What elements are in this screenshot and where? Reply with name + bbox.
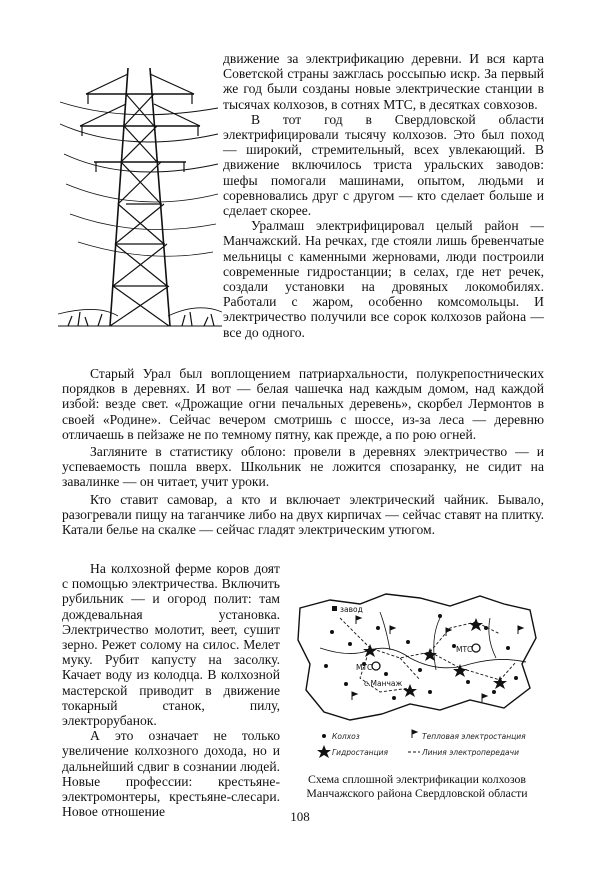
legend-line: Линия электропередачи [422, 748, 519, 757]
factory-marker [332, 606, 337, 611]
bottom-left-column [62, 561, 280, 819]
page-number: 108 [290, 809, 310, 824]
paragraph: Старый Урал был воплощением патриархальности, полукрепостнических порядков в деревнях. И вот — белая чашечка над каждым домом, над каждой избой: везде свет. «Дрожащие огни печальных деревень», скорбел Лермонтов в своей «Родине». Сейчас вечером смотришь с шоссе, из-за леса — деревню отличаешь в пейзаже не по темному пятну, как прежде, а по рою огней. [62, 366, 544, 442]
electrification-map [290, 588, 544, 766]
paragraph: На колхозной ферме коров доят с помощью электричества. Включить рубильник — и огород полит: там дождевальная установка. Электричество молотит, веет, сушит зерно. Режет солому на силос. Мелет муку. Рубит капусту на засолку. Качает воду из колодца. В колхозной мастерской приводит в движение токарный станок, пилу, электрорубанок. [62, 561, 280, 729]
paragraph: Уралмаш электрифицировал целый район — Манчажский. На речках, где стояли лишь бревенчатые мельницы с каменными жерновами, люди построили современные гидростанции; в селах, где нет речек, создали установки на дровяных локомобилях. Работали с жаром, особенно комсомольцы. И электричество получили все сорок колхозов района — все до одного. [223, 218, 544, 340]
label-village: с.Манчаж [364, 679, 403, 688]
label-factory: завод [340, 605, 363, 614]
map-legend [317, 730, 526, 758]
label-mts: МТС [456, 645, 473, 654]
power-tower-illustration [58, 64, 222, 336]
full-width-text [62, 366, 544, 537]
mts-marker [472, 644, 480, 652]
legend-thermal: Тепловая электростанция [422, 732, 526, 741]
legend-hydro: Гидростанция [332, 748, 389, 757]
legend-kolkhoz: Колхоз [332, 732, 360, 741]
paragraph: Загляните в статистику облоно: провели в деревнях электричество — и успеваемость пошла вверх. Школьник не ложится спозаранку, не сидит на завалинке — он читает, учит уроки. [62, 444, 544, 490]
paragraph: движение за электрификацию деревни. И вся карта Советской страны зажглась россыпью искр. За первый же год были созданы новые электрические станции в тысячах колхозов, в сотнях МТС, в десятках совхозов. [223, 51, 544, 112]
map-caption: Схема сплошной электрификации колхозов Манчажского района Свердловской области [306, 772, 528, 800]
paragraph: Кто ставит самовар, а кто и включает электрический чайник. Бывало, разогревали пищу на таганчике либо на двух кирпичах — сейчас ставят на плитку. Катали белье на скалке — сейчас гладят электрическим утюгом. [62, 491, 544, 538]
paragraph: В тот год в Свердловской области электрифицировали тысячу колхозов. Это был поход — широкий, стремительный, всех увлекающий. В движение включилось триста уральских заводов: шефы помогали машинами, опытом, людьми и соревновались друг с другом — кто сделает больше и сделает скорее. [223, 111, 544, 219]
label-mts: МТС [356, 663, 373, 672]
top-right-column [223, 51, 544, 340]
mts-marker [372, 662, 380, 670]
paragraph: А это означает не только увеличение колхозного дохода, но и дальнейший сдвиг в сознании людей. Новые профессии: крестьяне-электромонтеры, крестьяне-слесари. Новое отношение [62, 728, 280, 820]
